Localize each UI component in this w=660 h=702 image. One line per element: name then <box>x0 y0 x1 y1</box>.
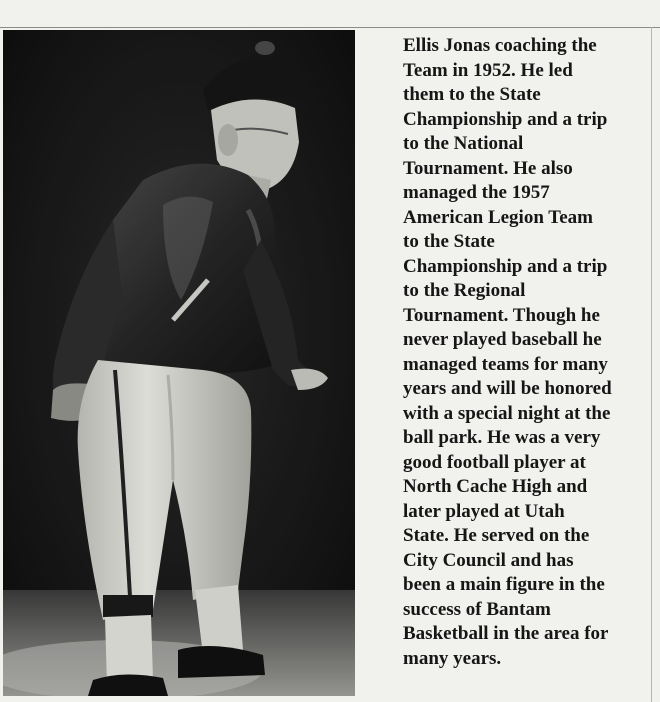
caption-line: Basketball in the area for <box>403 623 609 644</box>
coach-photo <box>3 30 355 696</box>
caption-line: City Council and has <box>403 549 574 571</box>
caption-line: managed the 1957 <box>403 182 550 203</box>
caption-line: never played baseball he <box>403 329 602 350</box>
caption-line: been a main figure in the <box>403 574 605 595</box>
caption-line: years and will be honored <box>403 378 612 399</box>
caption-line: success of Bantam <box>403 598 551 620</box>
caption-line: North Cache High and <box>403 476 588 497</box>
caption-line: Tournament. Though he <box>403 304 600 326</box>
caption-line: to the National <box>403 133 524 154</box>
caption-line: later played at Utah <box>403 500 565 522</box>
caption-line: Ellis Jonas coaching the <box>403 35 597 56</box>
caption-line: Championship and a trip <box>403 108 608 130</box>
clipping-top-edge <box>0 27 660 28</box>
caption-line: to the Regional <box>403 280 526 301</box>
caption-line: ball park. He was a very <box>403 427 601 448</box>
caption-line: American Legion Team <box>403 206 593 228</box>
clipping-right-edge <box>651 27 652 702</box>
photo-caption <box>403 34 648 671</box>
coach-photo-drawing <box>3 30 355 696</box>
caption-line: Championship and a trip <box>403 255 608 277</box>
caption-line: Team in 1952. He led <box>403 59 573 81</box>
caption-line: good football player at <box>403 451 586 473</box>
caption-line: to the State <box>403 231 495 252</box>
caption-line: managed teams for many <box>403 353 608 375</box>
caption-line: Tournament. He also <box>403 157 573 179</box>
caption-line: State. He served on the <box>403 525 590 546</box>
caption-line: with a special night at the <box>403 402 611 424</box>
caption-line: many years. <box>403 647 502 669</box>
caption-line: them to the State <box>403 84 541 105</box>
